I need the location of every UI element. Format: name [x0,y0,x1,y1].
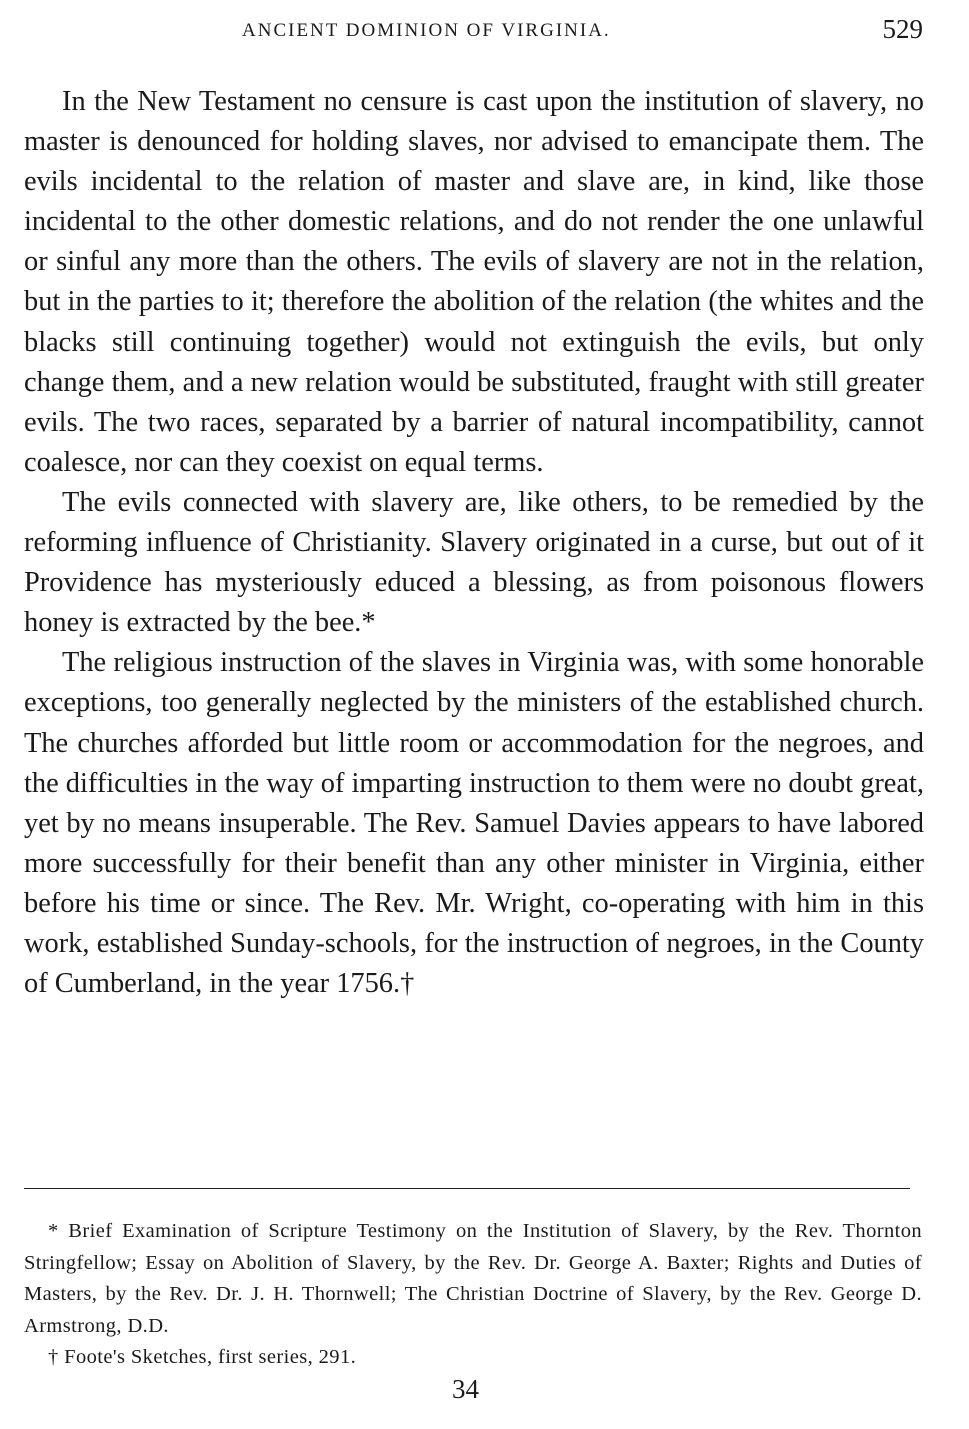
footnotes [24,1216,922,1374]
running-title: ANCIENT DOMINION OF VIRGINIA. [242,20,611,41]
running-head [24,14,923,50]
signature-mark: 34 [452,1374,479,1404]
paragraph-new-testament: In the New Testament no censure is cast upon the institution of slavery, no master is denounced for holding slaves, nor advised to emancipate them. The evils incidental to the relation of master and slave are, in kind, like those incidental to the other domestic relations, and do not render the one unlawful or sinful any more than the others. The evils of slavery are not in the relation, but in the parties to it; therefore the abolition of the relation (the whites and the blacks still continuing together) would not extinguish the evils, but only change them, and a new relation would be substituted, fraught with still greater evils. The two races, separated by a barrier of natural incompatibility, cannot coalesce, nor can they coexist on equal terms. [24,86,924,478]
footnote-dagger: † Foote's Sketches, first series, 291. [48,1346,357,1368]
footnote-asterisk: * Brief Examination of Scripture Testimony on the Institution of Slavery, by the Rev. Thornton Stringfellow; Essay on Abolition of Slavery, by the Rev. Dr. George A. Baxter; Rights and Duties of Masters, by the Rev. Dr. J. H. Thornwell; The Christian Doctrine of Slavery, by the Rev. George D. Armstrong, D.D. [24,1220,922,1337]
body-text [24,82,924,1004]
paragraph-religious-instruction: The religious instruction of the slaves in Virginia was, with some honorable exceptions, too generally neglected by the ministers of the established church. The churches afforded but little room or accommodation for the negroes, and the difficulties in the way of imparting instruction to them were no doubt great, yet by no means insuperable. The Rev. Samuel Davies appears to have labored more successfully for their benefit than any other minister in Virginia, either before his time or since. The Rev. Mr. Wright, co-operating with him in this work, established Sunday-schools, for the instruction of negroes, in the County of Cumberland, in the year 1756.† [24,647,924,1000]
paragraph-evils-remedied: The evils connected with slavery are, like others, to be remedied by the reforming influence of Christianity. Slavery originated in a curse, but out of it Providence has mysteriously educed a blessing, as from poisonous flowers honey is extracted by the bee.* [24,486,924,639]
page-number: 529 [882,14,923,44]
footnote-rule [24,1188,910,1189]
